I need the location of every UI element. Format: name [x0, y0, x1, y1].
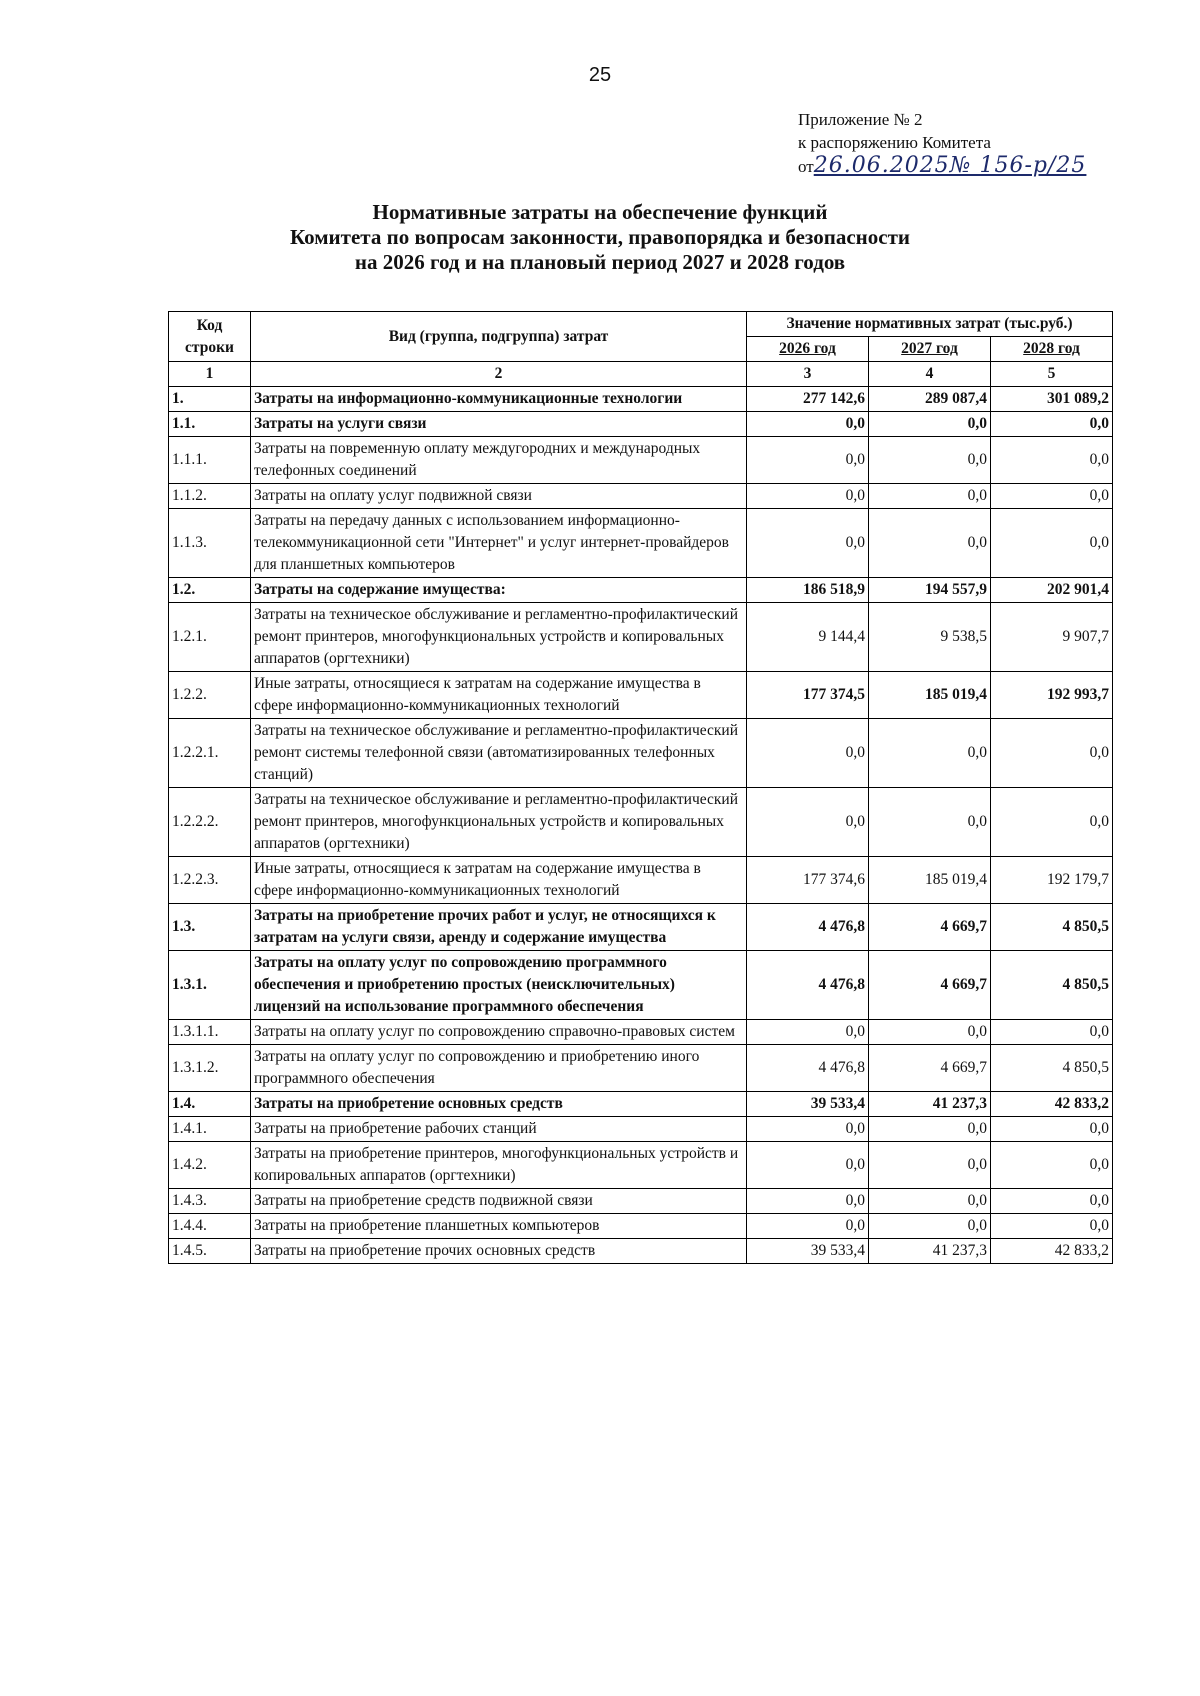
row-value-2028: 202 901,4	[991, 578, 1113, 603]
row-code: 1.4.5.	[169, 1239, 251, 1264]
index-cell: 4	[869, 362, 991, 387]
row-name: Затраты на содержание имущества:	[251, 578, 747, 603]
row-value-2026: 0,0	[747, 719, 869, 788]
row-value-2026: 0,0	[747, 1189, 869, 1214]
row-value-2027: 9 538,5	[869, 603, 991, 672]
header-year-2028: 2028 год	[991, 337, 1113, 362]
row-value-2026: 177 374,6	[747, 857, 869, 904]
header-year-2027: 2027 год	[869, 337, 991, 362]
row-name: Затраты на передачу данных с использованием информационно-телекоммуникационной сети "Интернет" и услуг интернет-провайдеров для планшетных компьютеров	[251, 509, 747, 578]
row-code: 1.2.	[169, 578, 251, 603]
row-code: 1.2.2.1.	[169, 719, 251, 788]
row-name: Затраты на оплату услуг по сопровождению и приобретению иного программного обеспечения	[251, 1045, 747, 1092]
row-value-2026: 4 476,8	[747, 1045, 869, 1092]
row-code: 1.4.3.	[169, 1189, 251, 1214]
page-number: 25	[588, 64, 612, 86]
row-value-2028: 192 179,7	[991, 857, 1113, 904]
table-row	[169, 951, 1113, 1020]
row-value-2027: 0,0	[869, 1189, 991, 1214]
row-value-2027: 41 237,3	[869, 1239, 991, 1264]
row-value-2028: 0,0	[991, 1020, 1113, 1045]
row-name: Затраты на приобретение принтеров, многофункциональных устройств и копировальных аппаратов (оргтехники)	[251, 1142, 747, 1189]
appendix-date-prefix: от	[798, 157, 814, 176]
table-header-row	[169, 312, 1113, 337]
row-code: 1.1.2.	[169, 484, 251, 509]
row-value-2026: 0,0	[747, 788, 869, 857]
row-name: Затраты на оплату услуг по сопровождению справочно-правовых систем	[251, 1020, 747, 1045]
title-line-3: на 2026 год и на плановый период 2027 и 2028 годов	[354, 250, 846, 274]
row-value-2026: 0,0	[747, 1020, 869, 1045]
row-value-2026: 277 142,6	[747, 387, 869, 412]
row-value-2026: 0,0	[747, 437, 869, 484]
row-value-2026: 39 533,4	[747, 1092, 869, 1117]
row-value-2027: 194 557,9	[869, 578, 991, 603]
row-name: Затраты на техническое обслуживание и регламентно-профилактический ремонт системы телефонной связи (автоматизированных телефонных станций)	[251, 719, 747, 788]
row-value-2028: 4 850,5	[991, 1045, 1113, 1092]
row-value-2027: 4 669,7	[869, 951, 991, 1020]
table-row	[169, 1117, 1113, 1142]
row-value-2027: 0,0	[869, 1117, 991, 1142]
row-name: Затраты на приобретение прочих работ и услуг, не относящихся к затратам на услуги связи, аренду и содержание имущества	[251, 904, 747, 951]
header-code: Код строки	[169, 312, 251, 362]
row-value-2027: 4 669,7	[869, 1045, 991, 1092]
row-name: Затраты на приобретение планшетных компьютеров	[251, 1214, 747, 1239]
row-name: Затраты на оплату услуг по сопровождению программного обеспечения и приобретению простых (неисключительных) лицензий на использование программного обеспечения	[251, 951, 747, 1020]
table-row	[169, 578, 1113, 603]
row-value-2026: 177 374,5	[747, 672, 869, 719]
table-row	[169, 904, 1113, 951]
row-name: Затраты на приобретение рабочих станций	[251, 1117, 747, 1142]
row-name: Затраты на услуги связи	[251, 412, 747, 437]
index-cell: 2	[251, 362, 747, 387]
table-row	[169, 1020, 1113, 1045]
row-code: 1.4.2.	[169, 1142, 251, 1189]
row-value-2027: 0,0	[869, 719, 991, 788]
header-year-2026: 2026 год	[747, 337, 869, 362]
row-value-2026: 9 144,4	[747, 603, 869, 672]
row-value-2027: 0,0	[869, 1142, 991, 1189]
table-row	[169, 1142, 1113, 1189]
document-title	[0, 200, 1200, 275]
row-code: 1.4.1.	[169, 1117, 251, 1142]
row-value-2026: 0,0	[747, 484, 869, 509]
table-row	[169, 603, 1113, 672]
row-value-2028: 0,0	[991, 437, 1113, 484]
row-value-2028: 0,0	[991, 484, 1113, 509]
table-row	[169, 1239, 1113, 1264]
row-value-2028: 0,0	[991, 412, 1113, 437]
row-value-2028: 0,0	[991, 788, 1113, 857]
table-row	[169, 788, 1113, 857]
table-row	[169, 672, 1113, 719]
row-code: 1.2.2.3.	[169, 857, 251, 904]
title-line-2: Комитета по вопросам законности, правопорядка и безопасности	[289, 225, 911, 249]
table-row	[169, 1189, 1113, 1214]
row-value-2027: 0,0	[869, 437, 991, 484]
row-value-2026: 0,0	[747, 509, 869, 578]
cost-norms-table	[168, 311, 1113, 1264]
row-code: 1.1.3.	[169, 509, 251, 578]
row-value-2028: 0,0	[991, 509, 1113, 578]
table-row	[169, 387, 1113, 412]
row-name: Затраты на приобретение прочих основных средств	[251, 1239, 747, 1264]
row-name: Затраты на оплату услуг подвижной связи	[251, 484, 747, 509]
row-code: 1.2.1.	[169, 603, 251, 672]
index-cell: 1	[169, 362, 251, 387]
row-value-2027: 185 019,4	[869, 672, 991, 719]
row-value-2026: 0,0	[747, 1117, 869, 1142]
row-value-2027: 0,0	[869, 509, 991, 578]
row-value-2028: 4 850,5	[991, 904, 1113, 951]
row-value-2027: 4 669,7	[869, 904, 991, 951]
row-value-2026: 0,0	[747, 1142, 869, 1189]
row-value-2028: 4 850,5	[991, 951, 1113, 1020]
row-code: 1.1.	[169, 412, 251, 437]
row-code: 1.2.2.	[169, 672, 251, 719]
row-name: Затраты на техническое обслуживание и регламентно-профилактический ремонт принтеров, многофункциональных устройств и копировальных аппаратов (оргтехники)	[251, 603, 747, 672]
row-value-2026: 0,0	[747, 412, 869, 437]
row-value-2028: 301 089,2	[991, 387, 1113, 412]
row-value-2026: 0,0	[747, 1214, 869, 1239]
row-value-2028: 42 833,2	[991, 1092, 1113, 1117]
row-name: Затраты на информационно-коммуникационные технологии	[251, 387, 747, 412]
table-row	[169, 1092, 1113, 1117]
table-row	[169, 857, 1113, 904]
table-row	[169, 509, 1113, 578]
row-code: 1.4.4.	[169, 1214, 251, 1239]
row-value-2027: 185 019,4	[869, 857, 991, 904]
row-value-2026: 4 476,8	[747, 904, 869, 951]
row-value-2028: 0,0	[991, 719, 1113, 788]
row-code: 1.1.1.	[169, 437, 251, 484]
table-row	[169, 484, 1113, 509]
row-code: 1.4.	[169, 1092, 251, 1117]
row-value-2028: 42 833,2	[991, 1239, 1113, 1264]
index-cell: 5	[991, 362, 1113, 387]
row-value-2028: 0,0	[991, 1117, 1113, 1142]
table-row	[169, 1045, 1113, 1092]
header-name: Вид (группа, подгруппа) затрат	[251, 312, 747, 362]
appendix-line-1: Приложение № 2	[798, 110, 923, 129]
row-value-2028: 0,0	[991, 1142, 1113, 1189]
row-value-2027: 0,0	[869, 1020, 991, 1045]
row-value-2027: 41 237,3	[869, 1092, 991, 1117]
row-name: Затраты на повременную оплату междугородних и международных телефонных соединений	[251, 437, 747, 484]
row-value-2028: 192 993,7	[991, 672, 1113, 719]
row-code: 1.3.1.1.	[169, 1020, 251, 1045]
row-code: 1.3.	[169, 904, 251, 951]
title-line-1: Нормативные затраты на обеспечение функций	[372, 200, 828, 224]
appendix-block	[798, 108, 1086, 178]
row-value-2028: 0,0	[991, 1189, 1113, 1214]
table-row	[169, 412, 1113, 437]
row-value-2026: 39 533,4	[747, 1239, 869, 1264]
table-row	[169, 437, 1113, 484]
row-value-2028: 0,0	[991, 1214, 1113, 1239]
row-value-2027: 0,0	[869, 788, 991, 857]
row-name: Иные затраты, относящиеся к затратам на содержание имущества в сфере информационно-коммуникационных технологий	[251, 672, 747, 719]
row-code: 1.3.1.2.	[169, 1045, 251, 1092]
row-value-2027: 0,0	[869, 484, 991, 509]
handwritten-signature: 26.06.2025№ 156-р/25	[813, 153, 1087, 178]
table-row	[169, 1214, 1113, 1239]
index-cell: 3	[747, 362, 869, 387]
row-value-2027: 0,0	[869, 1214, 991, 1239]
appendix-line-2: к распоряжению Комитета	[798, 133, 991, 152]
table-row	[169, 719, 1113, 788]
row-name: Затраты на техническое обслуживание и регламентно-профилактический ремонт принтеров, многофункциональных устройств и копировальных аппаратов (оргтехники)	[251, 788, 747, 857]
row-code: 1.3.1.	[169, 951, 251, 1020]
row-value-2026: 186 518,9	[747, 578, 869, 603]
header-value: Значение нормативных затрат (тыс.руб.)	[747, 312, 1113, 337]
row-name: Затраты на приобретение средств подвижной связи	[251, 1189, 747, 1214]
row-code: 1.2.2.2.	[169, 788, 251, 857]
row-value-2027: 289 087,4	[869, 387, 991, 412]
row-value-2026: 4 476,8	[747, 951, 869, 1020]
table-index-row	[169, 362, 1113, 387]
row-value-2027: 0,0	[869, 412, 991, 437]
row-code: 1.	[169, 387, 251, 412]
row-value-2028: 9 907,7	[991, 603, 1113, 672]
table-body	[169, 387, 1113, 1264]
row-name: Иные затраты, относящиеся к затратам на содержание имущества в сфере информационно-коммуникационных технологий	[251, 857, 747, 904]
appendix-date-line	[798, 154, 1086, 178]
row-name: Затраты на приобретение основных средств	[251, 1092, 747, 1117]
